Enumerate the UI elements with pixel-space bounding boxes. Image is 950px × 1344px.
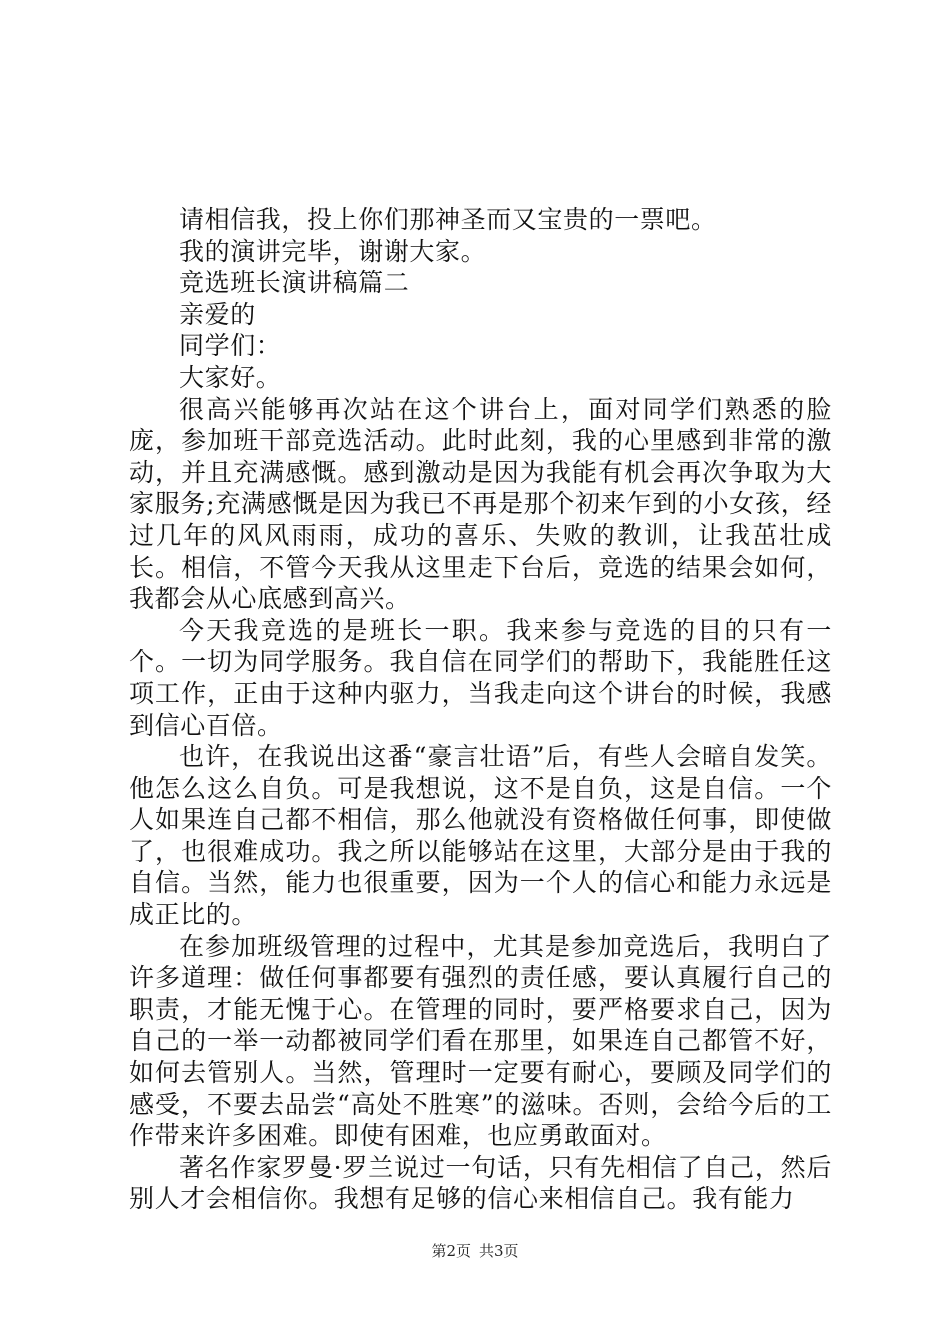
greeting-line: 大家好。: [179, 362, 282, 392]
paragraph: 今天我竞选的是班长一职。我来参与竞选的目的只有一个。一切为同学服务。我自信在同学们的帮助下，我能胜任这项工作，正由于这种内驱力，当我走向这个讲台的时候，我感到信心百倍。: [129, 615, 832, 740]
section-heading: 竞选班长演讲稿篇二: [179, 268, 410, 298]
page-total: 共3页: [479, 1242, 519, 1260]
page-footer: [0, 1241, 950, 1261]
paragraph: 很高兴能够再次站在这个讲台上，面对同学们熟悉的脸庞，参加班干部竞选活动。此时此刻，我的心里感到非常的激动，并且充满感慨。感到激动是因为我能有机会再次争取为大家服务;充满感慨是因为我已不再是那个初来乍到的小女孩，经过几年的风风雨雨，成功的喜乐、失败的教训，让我茁壮成长。相信，不管今天我从这里走下台后，竞选的结果会如何，我都会从心底感到高兴。: [129, 394, 832, 614]
paragraph: 也许，在我说出这番“豪言壮语”后，有些人会暗自发笑。他怎么这么自负。可是我想说，这不是自负，这是自信。一个人如果连自己都不相信，那么他就没有资格做任何事，即使做了，也很难成功。我之所以能够站在这里，大部分是由于我的自信。当然，能力也很重要，因为一个人的信心和能力永远是成正比的。: [129, 742, 832, 930]
salutation-line: 同学们：: [179, 331, 282, 361]
document-body: [129, 204, 832, 1215]
salutation-line: 亲爱的: [179, 299, 256, 329]
paragraph: 我的演讲完毕，谢谢大家。: [179, 236, 487, 266]
paragraph: 著名作家罗曼·罗兰说过一句话，只有先相信了自己，然后别人才会相信你。我想有足够的信心来相信自己。我有能力: [129, 1152, 832, 1214]
page-number: 第2页: [431, 1242, 471, 1260]
paragraph: 在参加班级管理的过程中，尤其是参加竞选后，我明白了许多道理：做任何事都要有强烈的责任感，要认真履行自己的职责，才能无愧于心。在管理的同时，要严格要求自己，因为自己的一举一动都被同学们看在那里，如果连自己都管不好，如何去管别人。当然，管理时一定要有耐心，要顾及同学们的感受，不要去品尝“高处不胜寒”的滋味。否则，会给今后的工作带来许多困难。即使有困难，也应勇敢面对。: [129, 931, 832, 1151]
paragraph: 请相信我，投上你们那神圣而又宝贵的一票吧。: [179, 205, 717, 234]
